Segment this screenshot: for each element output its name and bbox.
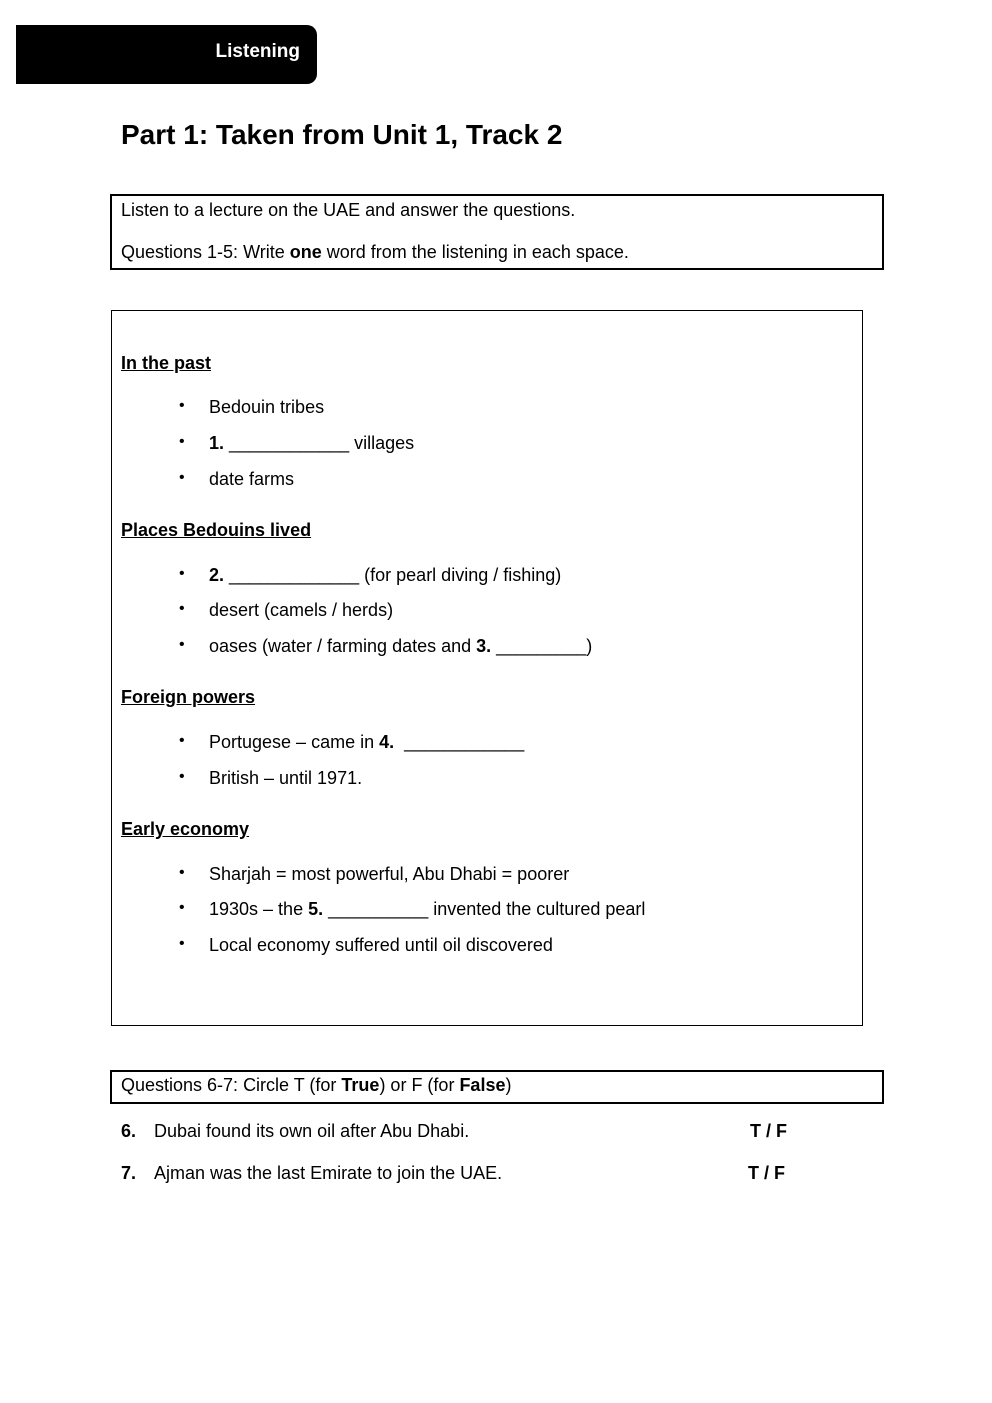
item-text: ) [586, 636, 593, 656]
instructions-text: word from the listening in each space. [321, 242, 629, 262]
true-false-choice-7[interactable]: T / F [748, 1163, 785, 1183]
item-text: Sharjah = most powerful, Abu Dhabi = poorer [209, 864, 570, 884]
bullet-icon: • [179, 397, 185, 414]
answer-blank-2[interactable]: _____________ [224, 565, 360, 585]
section-heading-places-bedouins-lived: Places Bedouins lived [121, 520, 312, 540]
item-text: Bedouin tribes [209, 397, 325, 417]
instructions-text: ) [505, 1075, 512, 1095]
bullet-icon: • [179, 768, 185, 785]
question-number: 5. [308, 899, 324, 919]
section-heading-early-economy: Early economy [121, 819, 250, 839]
bullet-icon: • [179, 433, 185, 450]
bullet-icon: • [179, 469, 185, 486]
question-number: 7. [121, 1163, 137, 1183]
section-tab [16, 25, 317, 84]
question-text: Ajman was the last Emirate to join the UAE. [154, 1163, 503, 1183]
item-text: date farms [209, 469, 295, 489]
list-item [179, 935, 553, 1019]
bullet-icon: • [179, 636, 185, 653]
instructions-line-2 [121, 242, 629, 263]
instructions-emphasis: one [289, 242, 322, 262]
bullet-icon: • [179, 935, 185, 952]
question-number: 4. [379, 732, 395, 752]
instructions-box [110, 194, 884, 270]
page-title: Part 1: Taken from Unit 1, Track 2 [121, 119, 563, 150]
question-number: 1. [209, 433, 225, 453]
question-number: 3. [476, 636, 492, 656]
section-heading-foreign-powers: Foreign powers [121, 687, 256, 707]
item-text: 1930s – the [209, 899, 309, 919]
question-number: 6. [121, 1121, 137, 1141]
item-text: villages [349, 433, 415, 453]
answer-blank-5[interactable]: __________ [323, 899, 429, 919]
bullet-icon: • [179, 899, 185, 916]
instructions-line-1: Listen to a lecture on the UAE and answer the questions. [121, 200, 576, 220]
section-heading-in-the-past: In the past [121, 353, 212, 373]
instructions-text: Questions 6-7: Circle T (for [121, 1075, 342, 1095]
answer-blank-3[interactable]: _________ [491, 636, 587, 656]
true-false-instructions-box [110, 1070, 884, 1104]
bullet-icon: • [179, 732, 185, 749]
section-tab-label: Listening [215, 41, 300, 62]
true-label: True [341, 1075, 380, 1095]
item-text: Local economy suffered until oil discovered [209, 935, 553, 955]
false-label: False [459, 1075, 506, 1095]
bullet-icon: • [179, 600, 185, 617]
true-false-choice-6[interactable]: T / F [750, 1121, 787, 1141]
question-text: Dubai found its own oil after Abu Dhabi. [154, 1121, 470, 1141]
bullet-icon: • [179, 565, 185, 582]
item-text: (for pearl diving / fishing) [359, 565, 562, 585]
notes-box [111, 310, 863, 1026]
item-text: Portugese – came in [209, 732, 380, 752]
instructions-text: Questions 1-5: Write [121, 242, 290, 262]
item-text: British – until 1971. [209, 768, 363, 788]
item-text: invented the cultured pearl [428, 899, 646, 919]
item-text: oases (water / farming dates and [209, 636, 477, 656]
question-6 [121, 1121, 470, 1142]
question-7 [121, 1163, 503, 1184]
item-text: desert (camels / herds) [209, 600, 394, 620]
answer-blank-1[interactable]: ____________ [224, 433, 350, 453]
answer-blank-4[interactable]: ____________ [394, 732, 525, 752]
question-number: 2. [209, 565, 225, 585]
bullet-icon: • [179, 864, 185, 881]
true-false-instructions [121, 1075, 511, 1096]
instructions-text: ) or F (for [379, 1075, 460, 1095]
